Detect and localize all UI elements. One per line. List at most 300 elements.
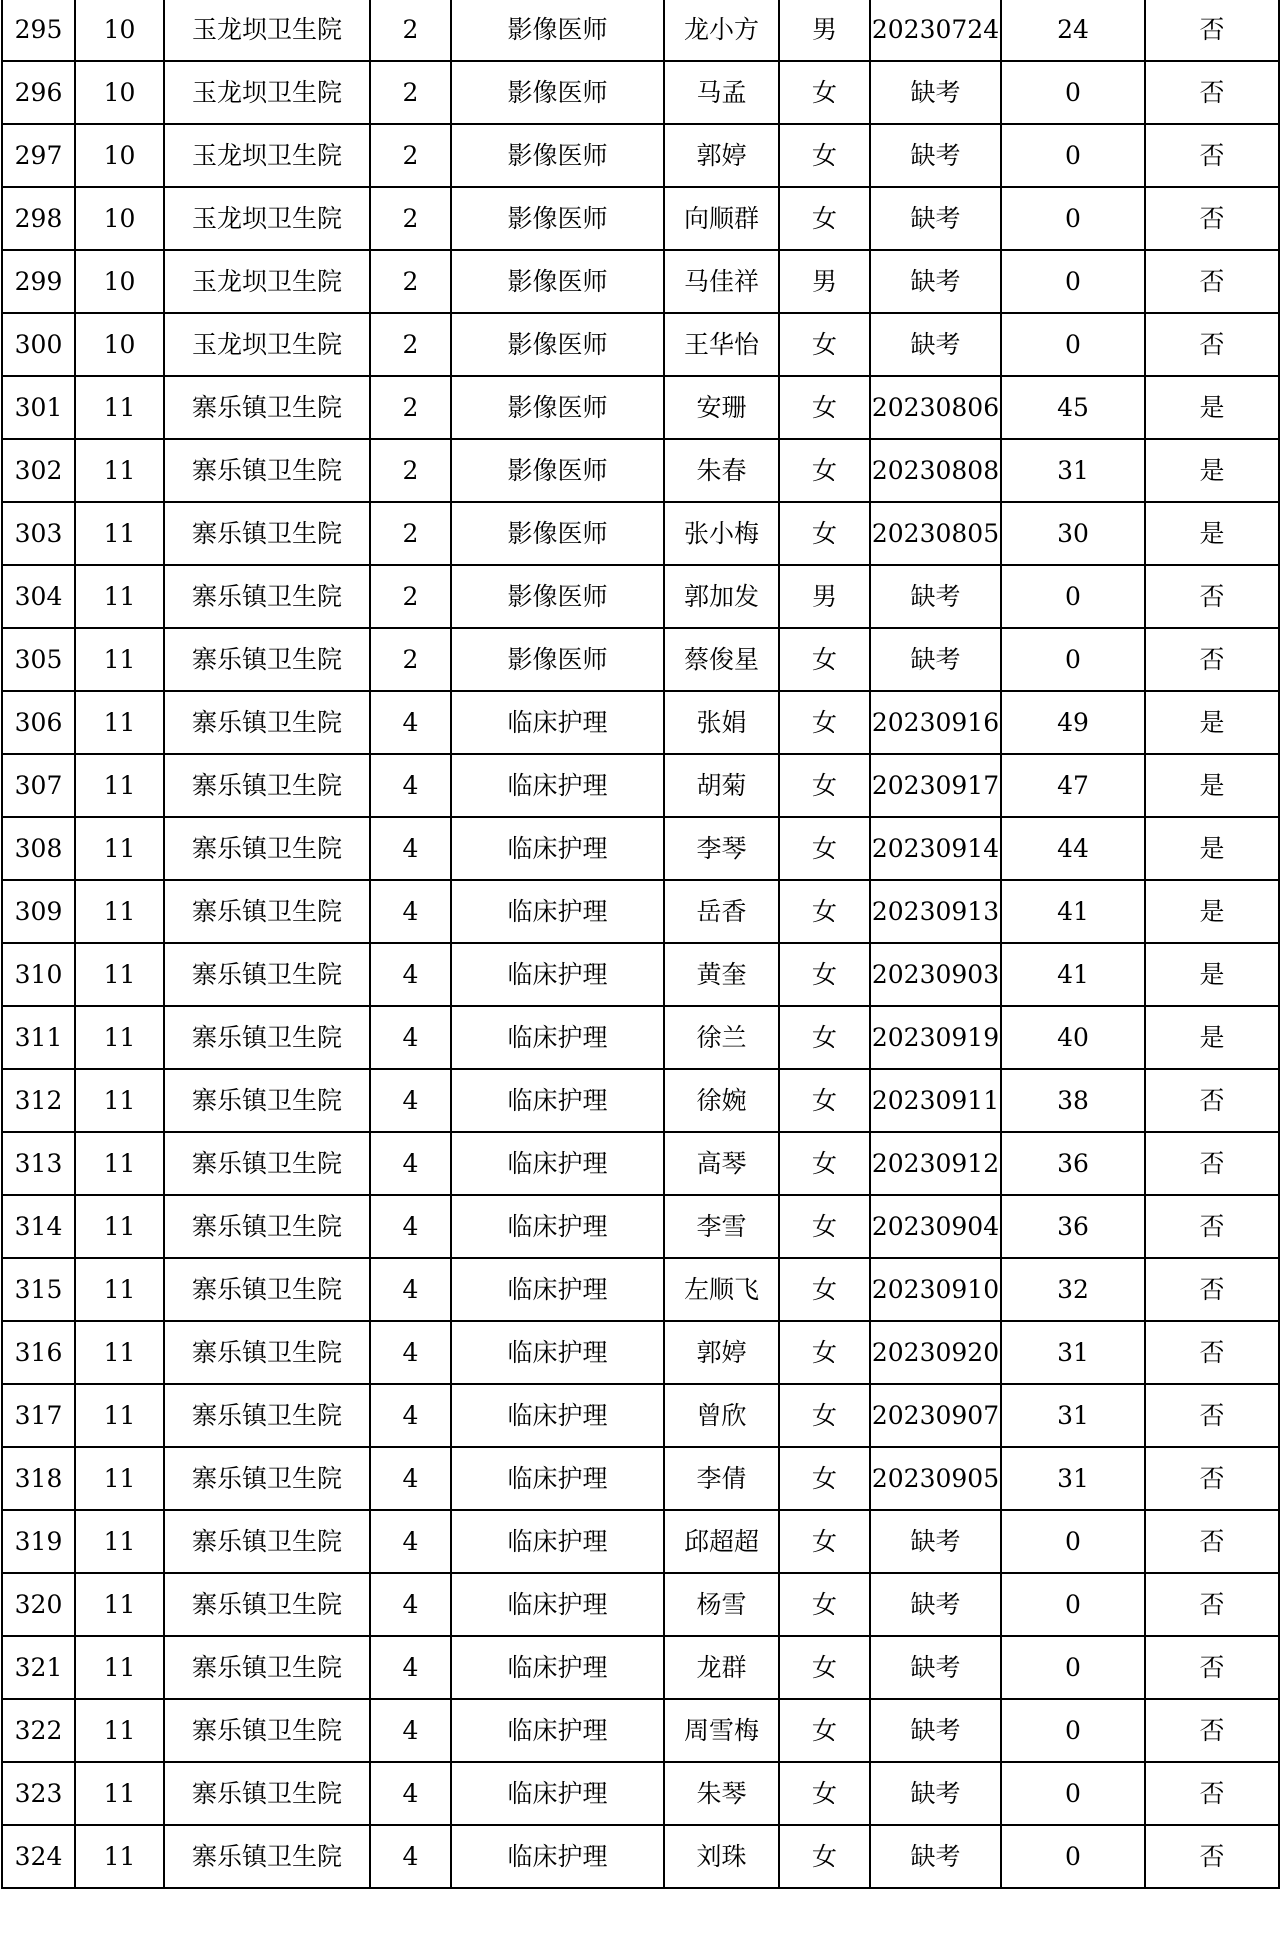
unit-name-cell: 寨乐镇卫生院 bbox=[164, 1321, 370, 1384]
enter-interview-cell: 否 bbox=[1145, 628, 1279, 691]
ticket-number-cell: 缺考 bbox=[870, 61, 1001, 124]
name-cell: 张小梅 bbox=[664, 502, 779, 565]
unit-name-cell: 玉龙坝卫生院 bbox=[164, 187, 370, 250]
position-code-cell: 2 bbox=[370, 313, 451, 376]
position-code-cell: 2 bbox=[370, 502, 451, 565]
unit-name-cell: 寨乐镇卫生院 bbox=[164, 1510, 370, 1573]
ticket-number-cell: 缺考 bbox=[870, 1510, 1001, 1573]
serial-number-cell: 298 bbox=[2, 187, 75, 250]
ticket-number-cell: 20230912 bbox=[870, 1132, 1001, 1195]
gender-cell: 男 bbox=[779, 565, 870, 628]
position-name-cell: 影像医师 bbox=[451, 439, 664, 502]
table-row bbox=[2, 0, 1279, 61]
serial-number-cell: 313 bbox=[2, 1132, 75, 1195]
name-cell: 黄奎 bbox=[664, 943, 779, 1006]
position-name-cell: 临床护理 bbox=[451, 1132, 664, 1195]
score-cell: 0 bbox=[1001, 1636, 1145, 1699]
unit-code-cell: 10 bbox=[75, 61, 164, 124]
unit-name-cell: 寨乐镇卫生院 bbox=[164, 376, 370, 439]
position-code-cell: 4 bbox=[370, 1132, 451, 1195]
ticket-number-cell: 缺考 bbox=[870, 250, 1001, 313]
score-cell: 40 bbox=[1001, 1006, 1145, 1069]
unit-code-cell: 11 bbox=[75, 628, 164, 691]
table-row bbox=[2, 376, 1279, 439]
position-name-cell: 临床护理 bbox=[451, 1573, 664, 1636]
enter-interview-cell: 否 bbox=[1145, 313, 1279, 376]
ticket-number-cell: 缺考 bbox=[870, 565, 1001, 628]
serial-number-cell: 297 bbox=[2, 124, 75, 187]
score-cell: 31 bbox=[1001, 1447, 1145, 1510]
position-name-cell: 影像医师 bbox=[451, 187, 664, 250]
unit-name-cell: 寨乐镇卫生院 bbox=[164, 1825, 370, 1888]
table-row bbox=[2, 691, 1279, 754]
unit-code-cell: 11 bbox=[75, 817, 164, 880]
position-code-cell: 4 bbox=[370, 1762, 451, 1825]
name-cell: 杨雪 bbox=[664, 1573, 779, 1636]
score-cell: 41 bbox=[1001, 943, 1145, 1006]
score-cell: 0 bbox=[1001, 1510, 1145, 1573]
score-cell: 0 bbox=[1001, 124, 1145, 187]
serial-number-cell: 314 bbox=[2, 1195, 75, 1258]
serial-number-cell: 324 bbox=[2, 1825, 75, 1888]
position-name-cell: 临床护理 bbox=[451, 691, 664, 754]
unit-code-cell: 11 bbox=[75, 1132, 164, 1195]
table-row bbox=[2, 1069, 1279, 1132]
gender-cell: 女 bbox=[779, 124, 870, 187]
unit-code-cell: 11 bbox=[75, 1195, 164, 1258]
ticket-number-cell: 20230920 bbox=[870, 1321, 1001, 1384]
unit-code-cell: 11 bbox=[75, 1006, 164, 1069]
score-cell: 31 bbox=[1001, 1384, 1145, 1447]
position-code-cell: 4 bbox=[370, 1195, 451, 1258]
position-name-cell: 临床护理 bbox=[451, 1069, 664, 1132]
gender-cell: 女 bbox=[779, 1573, 870, 1636]
unit-name-cell: 寨乐镇卫生院 bbox=[164, 1447, 370, 1510]
serial-number-cell: 307 bbox=[2, 754, 75, 817]
gender-cell: 女 bbox=[779, 61, 870, 124]
table-row bbox=[2, 880, 1279, 943]
ticket-number-cell: 缺考 bbox=[870, 1762, 1001, 1825]
name-cell: 郭婷 bbox=[664, 1321, 779, 1384]
enter-interview-cell: 是 bbox=[1145, 691, 1279, 754]
unit-code-cell: 11 bbox=[75, 943, 164, 1006]
position-code-cell: 4 bbox=[370, 1636, 451, 1699]
ticket-number-cell: 缺考 bbox=[870, 313, 1001, 376]
enter-interview-cell: 否 bbox=[1145, 0, 1279, 61]
position-name-cell: 影像医师 bbox=[451, 124, 664, 187]
table-row bbox=[2, 565, 1279, 628]
unit-name-cell: 寨乐镇卫生院 bbox=[164, 1069, 370, 1132]
gender-cell: 女 bbox=[779, 376, 870, 439]
enter-interview-cell: 否 bbox=[1145, 1573, 1279, 1636]
serial-number-cell: 308 bbox=[2, 817, 75, 880]
unit-name-cell: 玉龙坝卫生院 bbox=[164, 250, 370, 313]
ticket-number-cell: 20230914 bbox=[870, 817, 1001, 880]
table-body bbox=[2, 0, 1279, 1888]
unit-code-cell: 11 bbox=[75, 1447, 164, 1510]
name-cell: 马佳祥 bbox=[664, 250, 779, 313]
ticket-number-cell: 20230806 bbox=[870, 376, 1001, 439]
enter-interview-cell: 否 bbox=[1145, 124, 1279, 187]
table-row bbox=[2, 1699, 1279, 1762]
name-cell: 张娟 bbox=[664, 691, 779, 754]
enter-interview-cell: 是 bbox=[1145, 439, 1279, 502]
ticket-number-cell: 20230910 bbox=[870, 1258, 1001, 1321]
position-name-cell: 临床护理 bbox=[451, 1384, 664, 1447]
unit-code-cell: 11 bbox=[75, 1762, 164, 1825]
position-name-cell: 影像医师 bbox=[451, 628, 664, 691]
unit-name-cell: 寨乐镇卫生院 bbox=[164, 1195, 370, 1258]
gender-cell: 女 bbox=[779, 1195, 870, 1258]
unit-code-cell: 11 bbox=[75, 1573, 164, 1636]
name-cell: 郭婷 bbox=[664, 124, 779, 187]
score-cell: 44 bbox=[1001, 817, 1145, 880]
unit-name-cell: 寨乐镇卫生院 bbox=[164, 502, 370, 565]
name-cell: 安珊 bbox=[664, 376, 779, 439]
position-code-cell: 2 bbox=[370, 124, 451, 187]
unit-code-cell: 11 bbox=[75, 754, 164, 817]
table-row bbox=[2, 1825, 1279, 1888]
enter-interview-cell: 否 bbox=[1145, 565, 1279, 628]
gender-cell: 男 bbox=[779, 250, 870, 313]
name-cell: 曾欣 bbox=[664, 1384, 779, 1447]
enter-interview-cell: 是 bbox=[1145, 880, 1279, 943]
ticket-number-cell: 缺考 bbox=[870, 1699, 1001, 1762]
score-cell: 0 bbox=[1001, 628, 1145, 691]
enter-interview-cell: 是 bbox=[1145, 502, 1279, 565]
enter-interview-cell: 是 bbox=[1145, 376, 1279, 439]
unit-name-cell: 寨乐镇卫生院 bbox=[164, 1699, 370, 1762]
gender-cell: 女 bbox=[779, 1321, 870, 1384]
ticket-number-cell: 20230907 bbox=[870, 1384, 1001, 1447]
score-cell: 31 bbox=[1001, 439, 1145, 502]
serial-number-cell: 305 bbox=[2, 628, 75, 691]
score-cell: 36 bbox=[1001, 1132, 1145, 1195]
gender-cell: 女 bbox=[779, 754, 870, 817]
ticket-number-cell: 20230916 bbox=[870, 691, 1001, 754]
ticket-number-cell: 缺考 bbox=[870, 1636, 1001, 1699]
enter-interview-cell: 否 bbox=[1145, 1321, 1279, 1384]
ticket-number-cell: 20230805 bbox=[870, 502, 1001, 565]
position-name-cell: 临床护理 bbox=[451, 1258, 664, 1321]
score-cell: 0 bbox=[1001, 1573, 1145, 1636]
table-row bbox=[2, 1321, 1279, 1384]
gender-cell: 女 bbox=[779, 1447, 870, 1510]
gender-cell: 男 bbox=[779, 0, 870, 61]
ticket-number-cell: 20230919 bbox=[870, 1006, 1001, 1069]
gender-cell: 女 bbox=[779, 1069, 870, 1132]
unit-code-cell: 11 bbox=[75, 439, 164, 502]
enter-interview-cell: 否 bbox=[1145, 1762, 1279, 1825]
unit-name-cell: 寨乐镇卫生院 bbox=[164, 1006, 370, 1069]
unit-name-cell: 寨乐镇卫生院 bbox=[164, 1132, 370, 1195]
position-name-cell: 临床护理 bbox=[451, 1636, 664, 1699]
table-row bbox=[2, 1006, 1279, 1069]
score-cell: 0 bbox=[1001, 61, 1145, 124]
name-cell: 左顺飞 bbox=[664, 1258, 779, 1321]
position-name-cell: 影像医师 bbox=[451, 376, 664, 439]
gender-cell: 女 bbox=[779, 1699, 870, 1762]
name-cell: 李倩 bbox=[664, 1447, 779, 1510]
unit-code-cell: 11 bbox=[75, 1510, 164, 1573]
gender-cell: 女 bbox=[779, 943, 870, 1006]
score-cell: 0 bbox=[1001, 187, 1145, 250]
enter-interview-cell: 是 bbox=[1145, 754, 1279, 817]
ticket-number-cell: 缺考 bbox=[870, 187, 1001, 250]
enter-interview-cell: 否 bbox=[1145, 1258, 1279, 1321]
serial-number-cell: 323 bbox=[2, 1762, 75, 1825]
gender-cell: 女 bbox=[779, 817, 870, 880]
unit-code-cell: 11 bbox=[75, 1069, 164, 1132]
position-code-cell: 4 bbox=[370, 1069, 451, 1132]
position-name-cell: 影像医师 bbox=[451, 565, 664, 628]
name-cell: 龙小方 bbox=[664, 0, 779, 61]
position-code-cell: 4 bbox=[370, 754, 451, 817]
name-cell: 蔡俊星 bbox=[664, 628, 779, 691]
name-cell: 马孟 bbox=[664, 61, 779, 124]
gender-cell: 女 bbox=[779, 1510, 870, 1573]
unit-code-cell: 11 bbox=[75, 1699, 164, 1762]
position-code-cell: 4 bbox=[370, 880, 451, 943]
position-code-cell: 2 bbox=[370, 187, 451, 250]
serial-number-cell: 304 bbox=[2, 565, 75, 628]
unit-name-cell: 玉龙坝卫生院 bbox=[164, 124, 370, 187]
table-row bbox=[2, 313, 1279, 376]
unit-code-cell: 11 bbox=[75, 502, 164, 565]
serial-number-cell: 301 bbox=[2, 376, 75, 439]
ticket-number-cell: 缺考 bbox=[870, 124, 1001, 187]
unit-name-cell: 寨乐镇卫生院 bbox=[164, 817, 370, 880]
position-name-cell: 临床护理 bbox=[451, 1195, 664, 1258]
unit-code-cell: 11 bbox=[75, 376, 164, 439]
unit-name-cell: 寨乐镇卫生院 bbox=[164, 691, 370, 754]
serial-number-cell: 309 bbox=[2, 880, 75, 943]
ticket-number-cell: 缺考 bbox=[870, 628, 1001, 691]
score-table bbox=[1, 0, 1280, 1889]
table-row bbox=[2, 817, 1279, 880]
position-name-cell: 临床护理 bbox=[451, 1825, 664, 1888]
name-cell: 王华怡 bbox=[664, 313, 779, 376]
serial-number-cell: 299 bbox=[2, 250, 75, 313]
gender-cell: 女 bbox=[779, 502, 870, 565]
position-code-cell: 2 bbox=[370, 628, 451, 691]
unit-code-cell: 11 bbox=[75, 1384, 164, 1447]
table-row bbox=[2, 628, 1279, 691]
position-name-cell: 影像医师 bbox=[451, 0, 664, 61]
name-cell: 郭加发 bbox=[664, 565, 779, 628]
score-cell: 49 bbox=[1001, 691, 1145, 754]
unit-name-cell: 寨乐镇卫生院 bbox=[164, 1636, 370, 1699]
table-row bbox=[2, 1195, 1279, 1258]
table-row bbox=[2, 124, 1279, 187]
table-row bbox=[2, 1573, 1279, 1636]
score-cell: 31 bbox=[1001, 1321, 1145, 1384]
enter-interview-cell: 否 bbox=[1145, 1699, 1279, 1762]
score-cell: 45 bbox=[1001, 376, 1145, 439]
position-code-cell: 4 bbox=[370, 1384, 451, 1447]
score-cell: 0 bbox=[1001, 1699, 1145, 1762]
serial-number-cell: 302 bbox=[2, 439, 75, 502]
serial-number-cell: 318 bbox=[2, 1447, 75, 1510]
unit-code-cell: 11 bbox=[75, 1258, 164, 1321]
unit-name-cell: 寨乐镇卫生院 bbox=[164, 1762, 370, 1825]
name-cell: 朱春 bbox=[664, 439, 779, 502]
serial-number-cell: 316 bbox=[2, 1321, 75, 1384]
position-name-cell: 临床护理 bbox=[451, 754, 664, 817]
position-code-cell: 4 bbox=[370, 1510, 451, 1573]
table-row bbox=[2, 943, 1279, 1006]
enter-interview-cell: 是 bbox=[1145, 1006, 1279, 1069]
unit-code-cell: 11 bbox=[75, 691, 164, 754]
position-name-cell: 影像医师 bbox=[451, 61, 664, 124]
serial-number-cell: 319 bbox=[2, 1510, 75, 1573]
gender-cell: 女 bbox=[779, 1762, 870, 1825]
enter-interview-cell: 否 bbox=[1145, 1132, 1279, 1195]
unit-name-cell: 寨乐镇卫生院 bbox=[164, 1384, 370, 1447]
unit-name-cell: 玉龙坝卫生院 bbox=[164, 313, 370, 376]
unit-name-cell: 寨乐镇卫生院 bbox=[164, 628, 370, 691]
gender-cell: 女 bbox=[779, 313, 870, 376]
position-name-cell: 临床护理 bbox=[451, 1699, 664, 1762]
gender-cell: 女 bbox=[779, 691, 870, 754]
position-code-cell: 4 bbox=[370, 1699, 451, 1762]
position-code-cell: 4 bbox=[370, 691, 451, 754]
position-name-cell: 临床护理 bbox=[451, 1447, 664, 1510]
name-cell: 朱琴 bbox=[664, 1762, 779, 1825]
table-row bbox=[2, 250, 1279, 313]
gender-cell: 女 bbox=[779, 439, 870, 502]
serial-number-cell: 312 bbox=[2, 1069, 75, 1132]
table-row bbox=[2, 1762, 1279, 1825]
position-code-cell: 2 bbox=[370, 565, 451, 628]
unit-name-cell: 寨乐镇卫生院 bbox=[164, 754, 370, 817]
enter-interview-cell: 否 bbox=[1145, 1195, 1279, 1258]
unit-code-cell: 10 bbox=[75, 124, 164, 187]
position-code-cell: 4 bbox=[370, 1258, 451, 1321]
serial-number-cell: 296 bbox=[2, 61, 75, 124]
score-cell: 32 bbox=[1001, 1258, 1145, 1321]
score-cell: 36 bbox=[1001, 1195, 1145, 1258]
score-cell: 38 bbox=[1001, 1069, 1145, 1132]
enter-interview-cell: 否 bbox=[1145, 1447, 1279, 1510]
position-name-cell: 临床护理 bbox=[451, 880, 664, 943]
ticket-number-cell: 20230904 bbox=[870, 1195, 1001, 1258]
serial-number-cell: 310 bbox=[2, 943, 75, 1006]
unit-name-cell: 寨乐镇卫生院 bbox=[164, 1258, 370, 1321]
unit-name-cell: 寨乐镇卫生院 bbox=[164, 439, 370, 502]
enter-interview-cell: 是 bbox=[1145, 817, 1279, 880]
enter-interview-cell: 否 bbox=[1145, 1384, 1279, 1447]
name-cell: 周雪梅 bbox=[664, 1699, 779, 1762]
table-row bbox=[2, 187, 1279, 250]
serial-number-cell: 322 bbox=[2, 1699, 75, 1762]
serial-number-cell: 317 bbox=[2, 1384, 75, 1447]
unit-code-cell: 10 bbox=[75, 0, 164, 61]
name-cell: 龙群 bbox=[664, 1636, 779, 1699]
name-cell: 向顺群 bbox=[664, 187, 779, 250]
serial-number-cell: 320 bbox=[2, 1573, 75, 1636]
enter-interview-cell: 否 bbox=[1145, 250, 1279, 313]
enter-interview-cell: 否 bbox=[1145, 1510, 1279, 1573]
unit-code-cell: 11 bbox=[75, 1636, 164, 1699]
serial-number-cell: 311 bbox=[2, 1006, 75, 1069]
position-name-cell: 影像医师 bbox=[451, 313, 664, 376]
ticket-number-cell: 缺考 bbox=[870, 1573, 1001, 1636]
position-code-cell: 4 bbox=[370, 1006, 451, 1069]
ticket-number-cell: 20230808 bbox=[870, 439, 1001, 502]
position-name-cell: 临床护理 bbox=[451, 1006, 664, 1069]
table-row bbox=[2, 1447, 1279, 1510]
unit-code-cell: 10 bbox=[75, 187, 164, 250]
ticket-number-cell: 20230905 bbox=[870, 1447, 1001, 1510]
position-code-cell: 4 bbox=[370, 1573, 451, 1636]
position-name-cell: 影像医师 bbox=[451, 502, 664, 565]
position-name-cell: 临床护理 bbox=[451, 1321, 664, 1384]
enter-interview-cell: 是 bbox=[1145, 943, 1279, 1006]
name-cell: 高琴 bbox=[664, 1132, 779, 1195]
enter-interview-cell: 否 bbox=[1145, 187, 1279, 250]
unit-name-cell: 寨乐镇卫生院 bbox=[164, 1573, 370, 1636]
ticket-number-cell: 20230724 bbox=[870, 0, 1001, 61]
unit-code-cell: 11 bbox=[75, 1825, 164, 1888]
table-row bbox=[2, 61, 1279, 124]
name-cell: 徐兰 bbox=[664, 1006, 779, 1069]
table-row bbox=[2, 1384, 1279, 1447]
table-row bbox=[2, 439, 1279, 502]
name-cell: 邱超超 bbox=[664, 1510, 779, 1573]
serial-number-cell: 321 bbox=[2, 1636, 75, 1699]
serial-number-cell: 306 bbox=[2, 691, 75, 754]
serial-number-cell: 303 bbox=[2, 502, 75, 565]
position-code-cell: 4 bbox=[370, 1825, 451, 1888]
serial-number-cell: 315 bbox=[2, 1258, 75, 1321]
unit-name-cell: 寨乐镇卫生院 bbox=[164, 565, 370, 628]
ticket-number-cell: 20230913 bbox=[870, 880, 1001, 943]
gender-cell: 女 bbox=[779, 1132, 870, 1195]
score-cell: 30 bbox=[1001, 502, 1145, 565]
gender-cell: 女 bbox=[779, 628, 870, 691]
gender-cell: 女 bbox=[779, 1258, 870, 1321]
unit-name-cell: 寨乐镇卫生院 bbox=[164, 880, 370, 943]
score-cell: 0 bbox=[1001, 250, 1145, 313]
ticket-number-cell: 20230911 bbox=[870, 1069, 1001, 1132]
position-code-cell: 2 bbox=[370, 0, 451, 61]
position-name-cell: 临床护理 bbox=[451, 943, 664, 1006]
position-code-cell: 2 bbox=[370, 439, 451, 502]
table-row bbox=[2, 754, 1279, 817]
position-name-cell: 临床护理 bbox=[451, 1510, 664, 1573]
score-cell: 24 bbox=[1001, 0, 1145, 61]
enter-interview-cell: 否 bbox=[1145, 1825, 1279, 1888]
gender-cell: 女 bbox=[779, 187, 870, 250]
score-cell: 0 bbox=[1001, 313, 1145, 376]
unit-name-cell: 玉龙坝卫生院 bbox=[164, 61, 370, 124]
position-code-cell: 2 bbox=[370, 376, 451, 439]
ticket-number-cell: 20230917 bbox=[870, 754, 1001, 817]
table-row bbox=[2, 1636, 1279, 1699]
position-name-cell: 临床护理 bbox=[451, 817, 664, 880]
score-cell: 0 bbox=[1001, 1825, 1145, 1888]
gender-cell: 女 bbox=[779, 1006, 870, 1069]
unit-code-cell: 11 bbox=[75, 880, 164, 943]
unit-name-cell: 玉龙坝卫生院 bbox=[164, 0, 370, 61]
name-cell: 胡菊 bbox=[664, 754, 779, 817]
score-cell: 0 bbox=[1001, 565, 1145, 628]
table-row bbox=[2, 1510, 1279, 1573]
position-name-cell: 临床护理 bbox=[451, 1762, 664, 1825]
table-row bbox=[2, 1132, 1279, 1195]
unit-code-cell: 10 bbox=[75, 250, 164, 313]
